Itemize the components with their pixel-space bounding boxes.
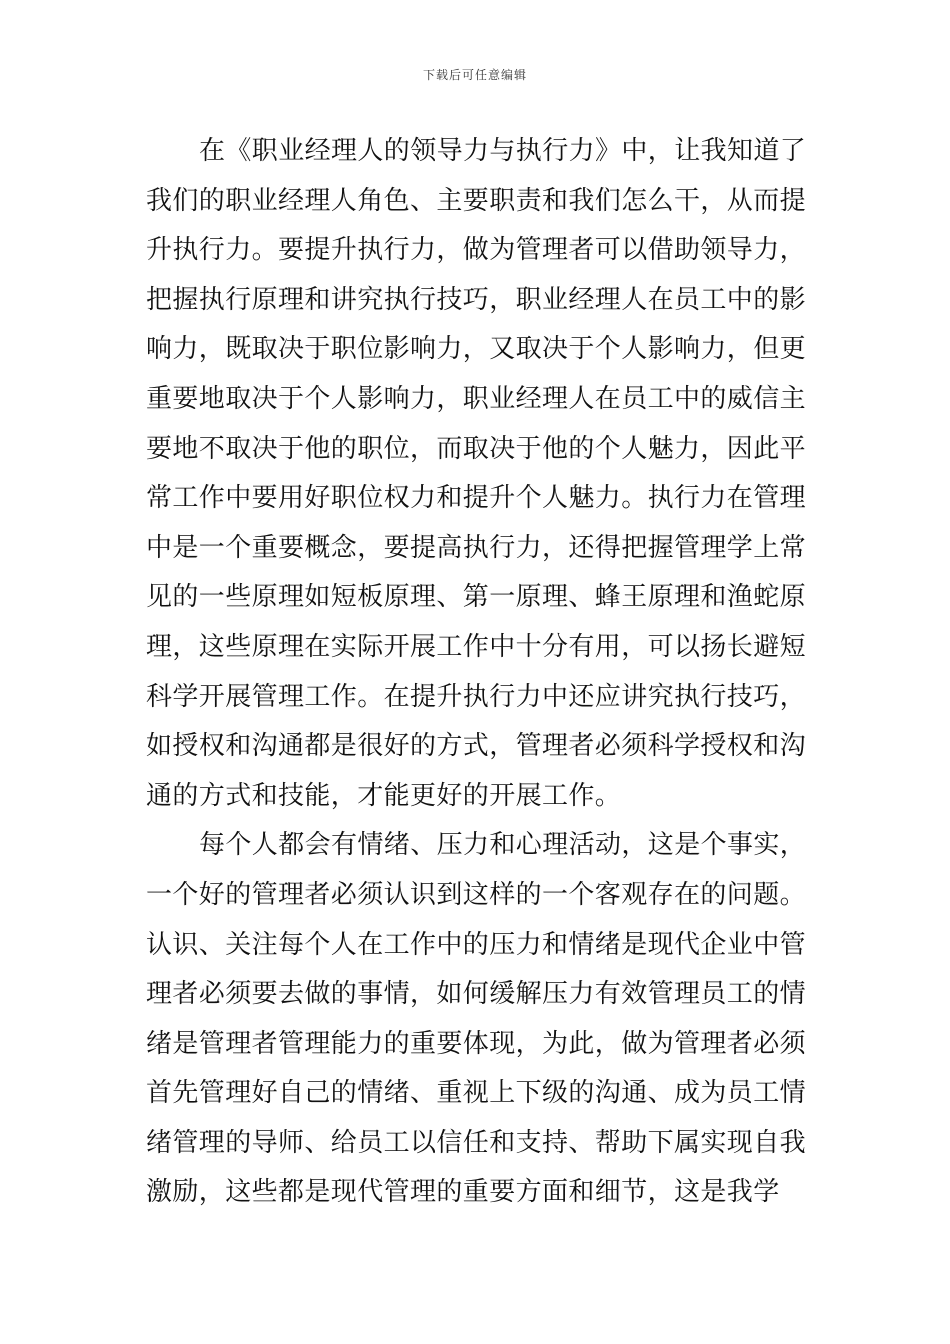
text-line: 响力，既取决于职位影响力，又取决于个人影响力，但更 [146,334,807,365]
text-line: 一个好的管理者必须认识到这样的一个客观存在的问题。 [146,879,807,910]
text-line: 科学开展管理工作。在提升执行力中还应讲究执行技巧， [146,681,807,712]
text-line: 在《职业经理人的领导力与执行力》中，让我知道了 [199,136,807,166]
text-line: 把握执行原理和讲究执行技巧，职业经理人在员工中的影 [146,284,807,315]
text-line: 每个人都会有情绪、压力和心理活动，这是个事实， [199,830,807,861]
text-line: 重要地取决于个人影响力，职业经理人在员工中的威信主 [146,383,807,414]
text-line: 理，这些原理在实际开展工作中十分有用，可以扬长避短 [146,631,807,662]
text-line: 见的一些原理如短板原理、第一原理、蜂王原理和渔蛇原 [146,582,807,613]
text-line: 激励，这些都是现代管理的重要方面和细节，这是我学 [146,1177,780,1208]
text-line: 中是一个重要概念，要提高执行力，还得把握管理学上常 [146,532,807,563]
text-line: 绪管理的导师、给员工以信任和支持、帮助下属实现自我 [146,1127,807,1158]
text-line: 绪是管理者管理能力的重要体现，为此，做为管理者必须 [146,1028,807,1059]
text-line: 通的方式和技能，才能更好的开展工作。 [146,780,622,811]
text-line: 如授权和沟通都是很好的方式，管理者必须科学授权和沟 [146,731,807,762]
paragraph-2 [146,821,810,1218]
text-line: 要地不取决于他的职位，而取决于他的个人魅力，因此平 [146,433,807,464]
text-line: 我们的职业经理人角色、主要职责和我们怎么干，从而提 [146,185,807,216]
text-line: 升执行力。要提升执行力，做为管理者可以借助领导力， [146,235,807,266]
text-line: 常工作中要用好职位权力和提升个人魅力。执行力在管理 [146,483,807,514]
text-line: 理者必须要去做的事情，如何缓解压力有效管理员工的情 [146,979,807,1010]
text-line: 首先管理好自己的情绪、重视上下级的沟通、成为员工情 [146,1078,807,1109]
paragraph-1 [146,127,810,821]
body-text [146,127,810,1218]
header-note: 下载后可任意编辑 [422,68,527,82]
text-line: 认识、关注每个人在工作中的压力和情绪是现代企业中管 [146,929,807,960]
